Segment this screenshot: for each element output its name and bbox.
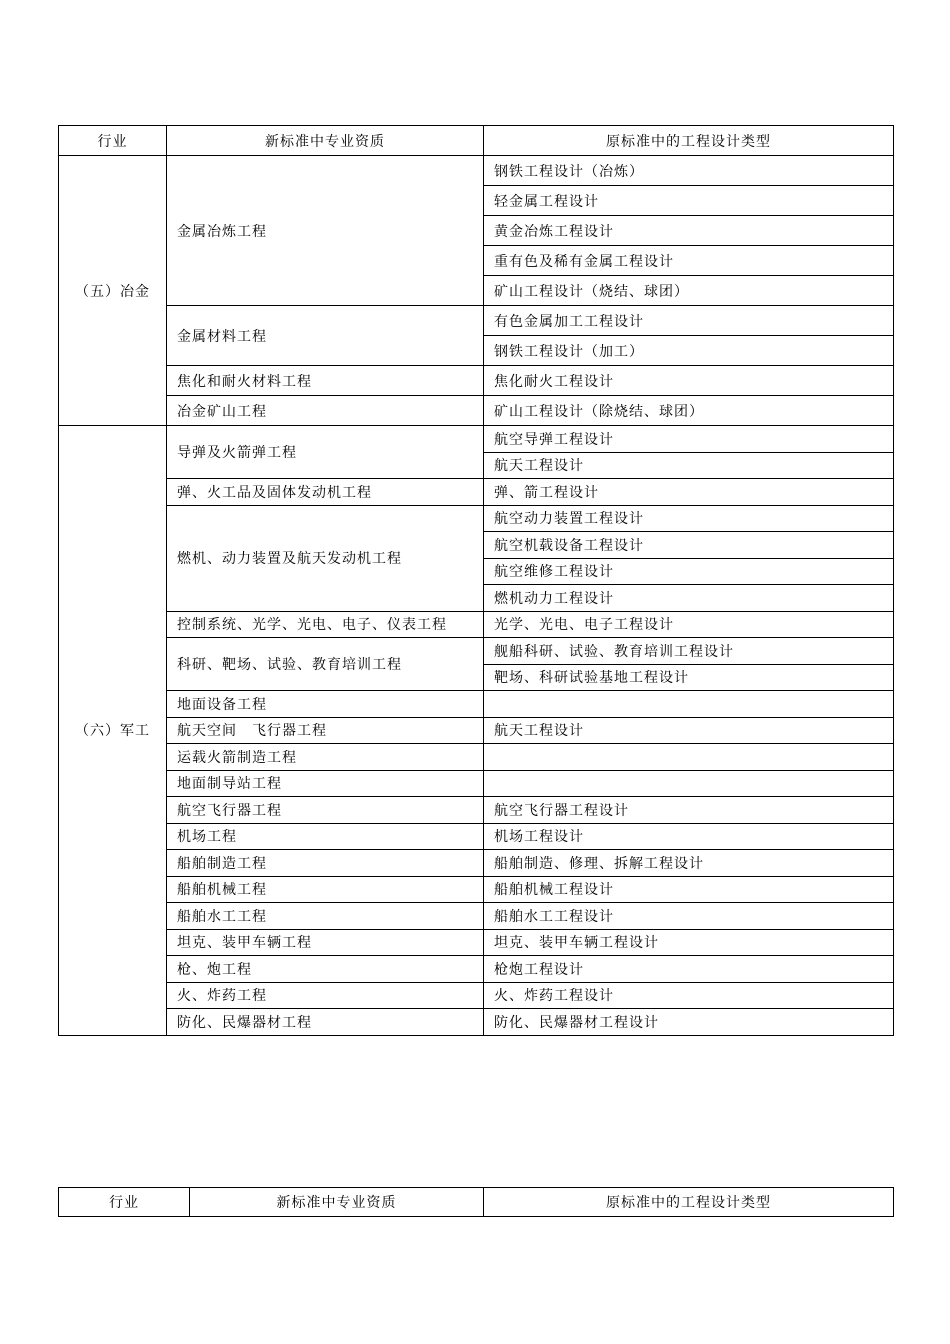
header-industry: 行业 <box>59 126 167 156</box>
industry-cell: （六）军工 <box>59 426 167 1036</box>
industry-cell: （五）冶金 <box>59 156 167 426</box>
design-type-cell: 航空导弹工程设计 <box>484 426 894 453</box>
table-row <box>59 744 894 771</box>
table-row <box>59 1009 894 1036</box>
design-type-cell: 航天工程设计 <box>484 717 894 744</box>
design-type-cell: 光学、光电、电子工程设计 <box>484 611 894 638</box>
table-row <box>59 505 894 532</box>
qualification-cell: 枪、炮工程 <box>167 956 484 983</box>
table-row <box>59 717 894 744</box>
design-type-cell: 航空飞行器工程设计 <box>484 797 894 824</box>
qualification-cell: 防化、民爆器材工程 <box>167 1009 484 1036</box>
table-row <box>59 797 894 824</box>
design-type-cell: 火、炸药工程设计 <box>484 982 894 1009</box>
design-type-cell: 弹、箭工程设计 <box>484 479 894 506</box>
table-row <box>59 638 894 665</box>
design-type-cell: 航空机载设备工程设计 <box>484 532 894 559</box>
qualification-cell: 船舶水工工程 <box>167 903 484 930</box>
design-type-cell: 枪炮工程设计 <box>484 956 894 983</box>
table-row <box>59 479 894 506</box>
header-old-design-type: 原标准中的工程设计类型 <box>484 1188 894 1217</box>
table-row <box>59 903 894 930</box>
design-type-cell <box>484 770 894 797</box>
design-type-cell: 船舶机械工程设计 <box>484 876 894 903</box>
design-type-cell: 重有色及稀有金属工程设计 <box>484 246 894 276</box>
design-type-cell: 靶场、科研试验基地工程设计 <box>484 664 894 691</box>
design-type-cell <box>484 691 894 718</box>
header-industry: 行业 <box>59 1188 190 1217</box>
design-type-cell: 轻金属工程设计 <box>484 186 894 216</box>
qualification-mapping-table <box>58 125 894 1036</box>
table-row <box>59 156 894 186</box>
table-row <box>59 306 894 336</box>
qualification-cell: 运载火箭制造工程 <box>167 744 484 771</box>
header-new-qualification: 新标准中专业资质 <box>190 1188 484 1217</box>
design-type-cell: 黄金冶炼工程设计 <box>484 216 894 246</box>
design-type-cell: 防化、民爆器材工程设计 <box>484 1009 894 1036</box>
table-row <box>59 876 894 903</box>
qualification-cell: 燃机、动力装置及航天发动机工程 <box>167 505 484 611</box>
table-row <box>59 611 894 638</box>
design-type-cell: 有色金属加工工程设计 <box>484 306 894 336</box>
qualification-cell: 地面设备工程 <box>167 691 484 718</box>
design-type-cell: 坦克、装甲车辆工程设计 <box>484 929 894 956</box>
design-type-cell: 航空动力装置工程设计 <box>484 505 894 532</box>
design-type-cell: 船舶水工工程设计 <box>484 903 894 930</box>
table-row <box>59 396 894 426</box>
table-header-row <box>59 1188 894 1217</box>
qualification-cell: 火、炸药工程 <box>167 982 484 1009</box>
header-new-qualification: 新标准中专业资质 <box>167 126 484 156</box>
qualification-cell: 焦化和耐火材料工程 <box>167 366 484 396</box>
design-type-cell: 矿山工程设计（除烧结、球团） <box>484 396 894 426</box>
design-type-cell: 航天工程设计 <box>484 452 894 479</box>
table-row <box>59 770 894 797</box>
continuation-table-header <box>58 1187 894 1217</box>
qualification-cell: 船舶制造工程 <box>167 850 484 877</box>
design-type-cell: 机场工程设计 <box>484 823 894 850</box>
qualification-cell: 船舶机械工程 <box>167 876 484 903</box>
table-row <box>59 366 894 396</box>
table-row <box>59 982 894 1009</box>
design-type-cell: 焦化耐火工程设计 <box>484 366 894 396</box>
design-type-cell: 燃机动力工程设计 <box>484 585 894 612</box>
design-type-cell: 航空维修工程设计 <box>484 558 894 585</box>
table-row <box>59 426 894 453</box>
qualification-cell: 冶金矿山工程 <box>167 396 484 426</box>
qualification-cell: 弹、火工品及固体发动机工程 <box>167 479 484 506</box>
design-type-cell: 钢铁工程设计（加工） <box>484 336 894 366</box>
qualification-cell: 航空飞行器工程 <box>167 797 484 824</box>
design-type-cell: 船舶制造、修理、拆解工程设计 <box>484 850 894 877</box>
design-type-cell: 钢铁工程设计（冶炼） <box>484 156 894 186</box>
qualification-cell: 航天空间 飞行器工程 <box>167 717 484 744</box>
table-row <box>59 691 894 718</box>
qualification-cell: 金属材料工程 <box>167 306 484 366</box>
design-type-cell: 矿山工程设计（烧结、球团） <box>484 276 894 306</box>
table-header-row <box>59 126 894 156</box>
qualification-cell: 导弹及火箭弹工程 <box>167 426 484 479</box>
table-row <box>59 956 894 983</box>
qualification-cell: 金属冶炼工程 <box>167 156 484 306</box>
design-type-cell <box>484 744 894 771</box>
qualification-cell: 科研、靶场、试验、教育培训工程 <box>167 638 484 691</box>
qualification-cell: 坦克、装甲车辆工程 <box>167 929 484 956</box>
table-row <box>59 823 894 850</box>
design-type-cell: 舰船科研、试验、教育培训工程设计 <box>484 638 894 665</box>
qualification-cell: 控制系统、光学、光电、电子、仪表工程 <box>167 611 484 638</box>
table-row <box>59 850 894 877</box>
header-old-design-type: 原标准中的工程设计类型 <box>484 126 894 156</box>
table-row <box>59 929 894 956</box>
qualification-cell: 机场工程 <box>167 823 484 850</box>
qualification-cell: 地面制导站工程 <box>167 770 484 797</box>
